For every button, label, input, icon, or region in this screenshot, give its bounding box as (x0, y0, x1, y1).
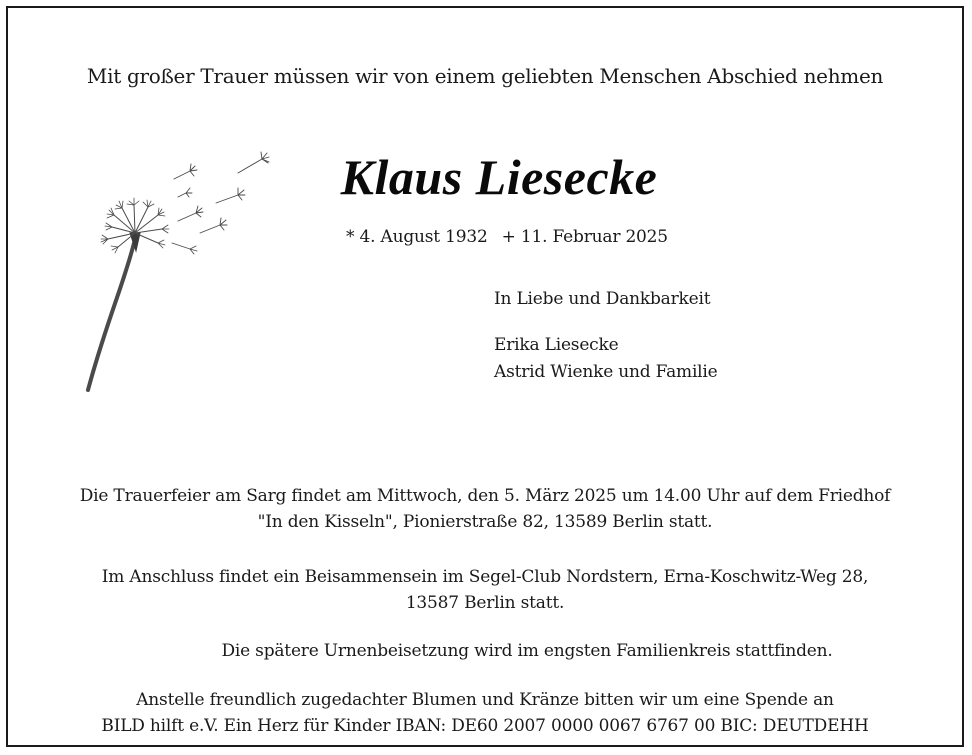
life-dates (346, 227, 668, 247)
mourner-name: Astrid Wienke und Familie (494, 362, 718, 382)
headline: Mit großer Trauer müssen wir von einem geliebten Menschen Abschied nehmen (86, 64, 884, 88)
birth-date: * 4. August 1932 (346, 227, 488, 247)
deceased-name: Klaus Liesecke (340, 149, 658, 205)
ceremony-text: Die Trauerfeier am Sarg findet am Mittwoch, den 5. März 2025 um 14.00 Uhr auf dem Friedhof (79, 486, 891, 506)
death-date: + 11. Februar 2025 (501, 227, 668, 247)
obituary-card (6, 6, 964, 747)
donation-text: Anstelle freundlich zugedachter Blumen und Kränze bitten wir um eine Spende an (136, 690, 834, 710)
donation-bank-details: BILD hilft e.V. Ein Herz für Kinder IBAN: DE60 2007 0000 0067 6767 00 BIC: DEUTDEHH (101, 716, 869, 736)
mourner-name: Erika Liesecke (494, 335, 619, 355)
burial-text: Die spätere Urnenbeisetzung wird im engsten Familienkreis stattfinden. (221, 641, 833, 661)
dandelion-icon (78, 143, 288, 398)
dedication: In Liebe und Dankbarkeit (494, 289, 711, 309)
gathering-text: Im Anschluss findet ein Beisammensein im Segel-Club Nordstern, Erna-Koschwitz-Weg 28, (101, 567, 869, 587)
gathering-address: 13587 Berlin statt. (405, 593, 565, 613)
ceremony-address: "In den Kisseln", Pionierstraße 82, 13589 Berlin statt. (257, 512, 713, 532)
